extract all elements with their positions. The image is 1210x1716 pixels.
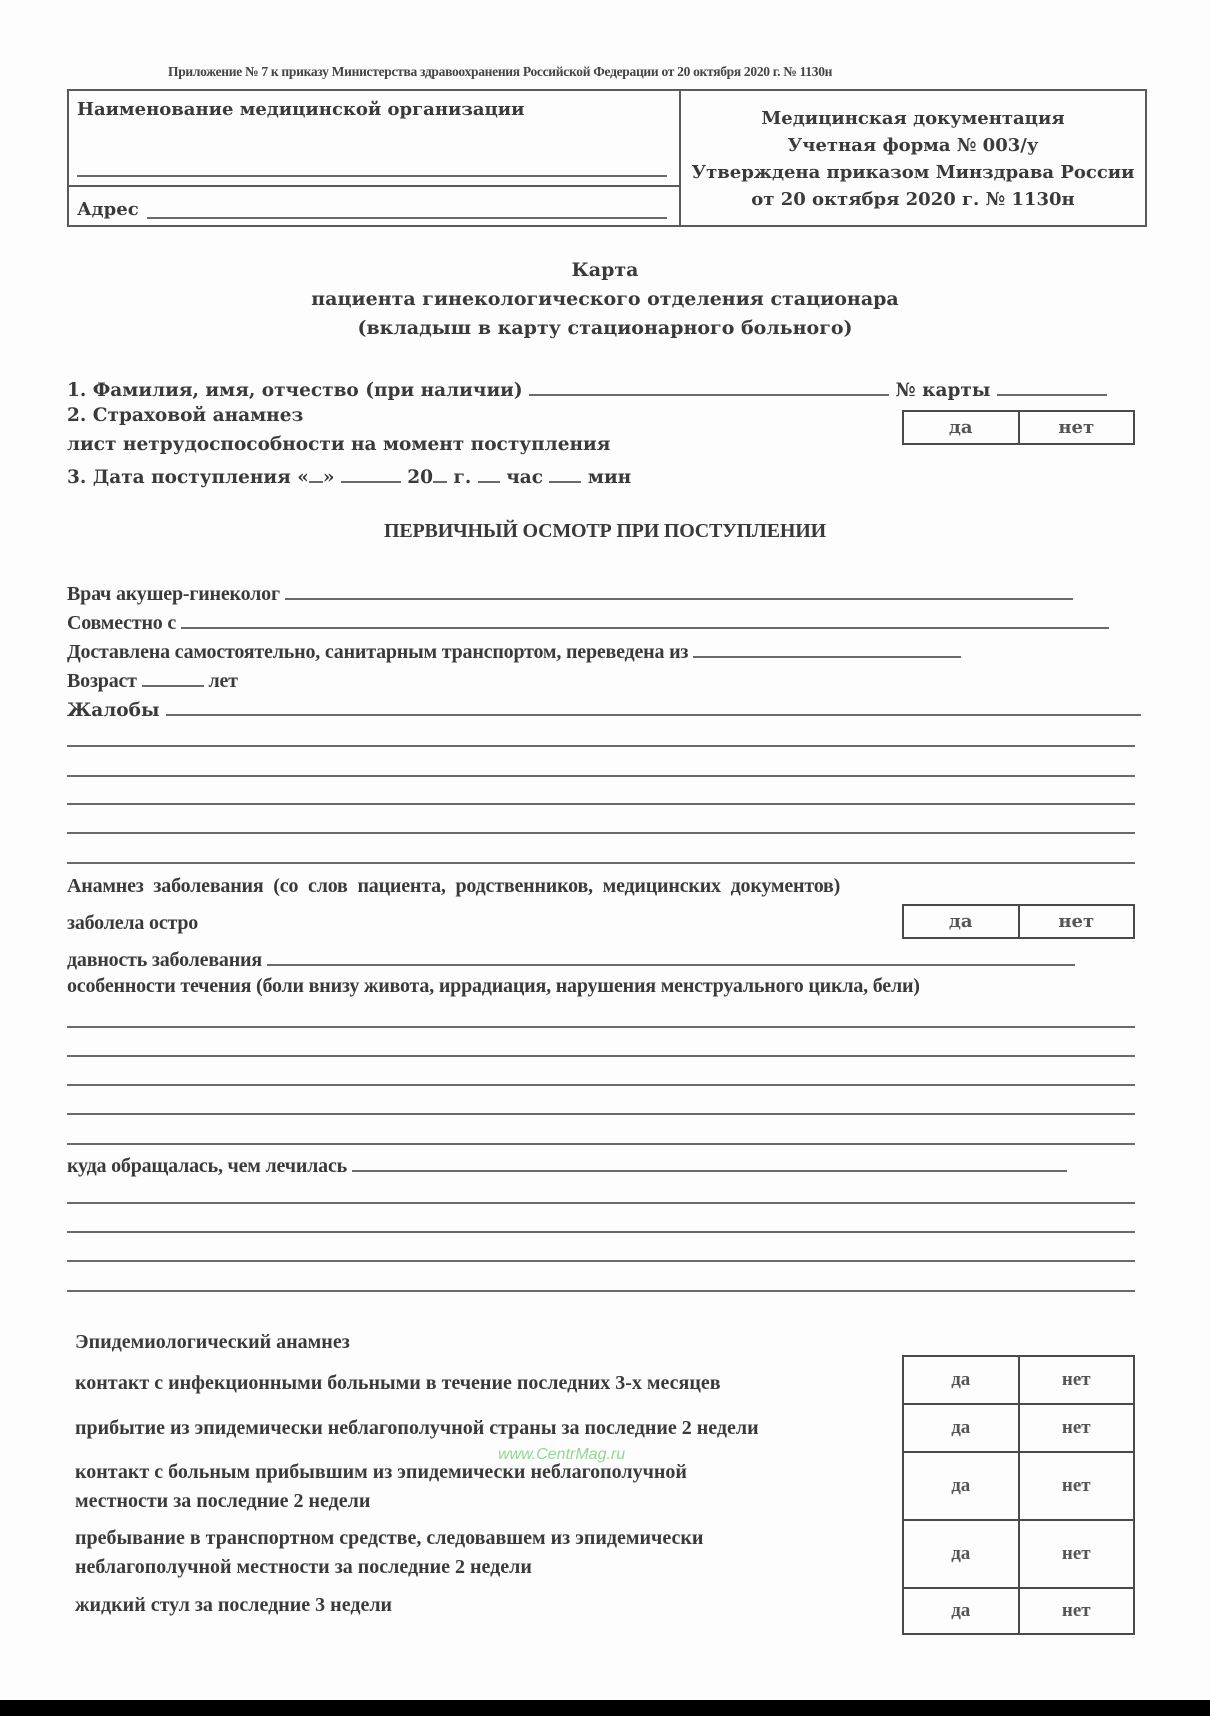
form-info-cell	[681, 91, 1145, 225]
anamnesis-heading: Анамнез заболевания (со слов пациента, родственников, медицинских документов)	[67, 875, 841, 897]
acute-onset-yes-no	[902, 904, 1135, 939]
form-info-line: Медицинская документация	[761, 108, 1065, 129]
age-row	[67, 667, 238, 693]
header-box	[67, 89, 1147, 227]
yes-option[interactable]: да	[951, 1417, 971, 1438]
epi-item-text: местности за последние 2 недели	[75, 1490, 371, 1512]
hour-label: час	[506, 467, 543, 488]
yes-option[interactable]: да	[948, 911, 973, 932]
delivered-label: Доставлена самостоятельно, санитарным транспортом, переведена из	[67, 641, 689, 663]
year-field[interactable]	[433, 463, 447, 483]
duration-row	[67, 946, 1075, 972]
yes-option[interactable]: да	[951, 1475, 971, 1496]
epi-item-text: пребывание в транспортном средстве, следовавшем из эпидемически	[75, 1527, 704, 1549]
minute-label: мин	[587, 467, 632, 488]
epi-item-3	[75, 1458, 687, 1516]
fio-label: 1. Фамилия, имя, отчество (при наличии)	[67, 380, 523, 401]
treatment-line[interactable]	[67, 1231, 1135, 1233]
epi-item-5: жидкий стул за последние 3 недели	[75, 1594, 393, 1616]
fio-row	[67, 376, 1107, 401]
epi-item-4	[75, 1524, 703, 1582]
insurance-label: 2. Страховой анамнез	[67, 405, 304, 426]
organization-cell	[69, 91, 681, 225]
org-name-field[interactable]	[77, 175, 667, 177]
title-line: (вкладыш в карту стационарного больного)	[357, 317, 853, 339]
no-option[interactable]: нет	[1018, 906, 1134, 937]
yes-option[interactable]: да	[948, 417, 973, 438]
document-title	[0, 256, 1210, 343]
epi-row-4	[904, 1519, 1133, 1587]
complaints-line[interactable]	[67, 745, 1135, 747]
duration-label: давность заболевания	[67, 949, 262, 971]
age-label: Возраст	[67, 670, 137, 692]
complaints-line[interactable]	[67, 862, 1135, 864]
treatment-row	[67, 1152, 1067, 1178]
divider	[69, 185, 679, 187]
delivered-from-field[interactable]	[693, 638, 961, 658]
form-info-line: от 20 октября 2020 г. № 1130н	[751, 189, 1075, 210]
complaints-row	[67, 696, 1141, 721]
watermark: www.CentrMag.ru	[498, 1446, 626, 1463]
course-line[interactable]	[67, 1143, 1135, 1145]
card-number-label: № карты	[895, 380, 991, 401]
appendix-note: Приложение № 7 к приказу Министерства здравоохранения Российской Федерации от 20 октября 2020 г. № 1130н	[168, 64, 833, 79]
epidemiology-yes-no-table	[902, 1355, 1135, 1635]
day-field[interactable]	[309, 463, 323, 483]
form-info-line: Утверждена приказом Минздрава России	[691, 162, 1135, 183]
year-suffix: г.	[453, 467, 472, 488]
fio-field[interactable]	[529, 376, 889, 396]
duration-field[interactable]	[267, 946, 1075, 966]
no-option[interactable]: нет	[1018, 1521, 1134, 1587]
delivered-row	[67, 638, 961, 664]
no-option[interactable]: нет	[1018, 1357, 1134, 1403]
minute-field[interactable]	[549, 463, 581, 483]
epi-item-1: контакт с инфекционными больными в течение последних 3-х месяцев	[75, 1372, 721, 1394]
admission-date-label: 3. Дата поступления «	[67, 467, 309, 488]
acute-onset-label: заболела остро	[67, 912, 199, 934]
treatment-line[interactable]	[67, 1290, 1135, 1292]
treatment-line[interactable]	[67, 1260, 1135, 1262]
sick-leave-label: лист нетрудоспособности на момент поступления	[67, 434, 611, 455]
month-field[interactable]	[341, 463, 401, 483]
yes-option[interactable]: да	[951, 1369, 971, 1390]
complaints-line[interactable]	[67, 832, 1135, 834]
course-line[interactable]	[67, 1084, 1135, 1086]
course-line[interactable]	[67, 1026, 1135, 1028]
age-unit: лет	[208, 670, 238, 692]
epi-row-3	[904, 1451, 1133, 1519]
together-label: Совместно с	[67, 612, 177, 634]
treatment-field[interactable]	[352, 1152, 1067, 1172]
age-field[interactable]	[142, 667, 204, 687]
address-field[interactable]	[147, 217, 667, 219]
epi-item-2: прибытие из эпидемически неблагополучной страны за последние 2 недели	[75, 1417, 759, 1439]
yes-option[interactable]: да	[951, 1543, 971, 1564]
exam-heading: ПЕРВИЧНЫЙ ОСМОТР ПРИ ПОСТУПЛЕНИИ	[384, 520, 826, 542]
hour-field[interactable]	[478, 463, 500, 483]
doctor-field[interactable]	[285, 580, 1073, 600]
together-row	[67, 609, 1109, 635]
epi-row-1	[904, 1357, 1133, 1403]
year-prefix: 20	[407, 467, 434, 488]
epi-row-2	[904, 1403, 1133, 1451]
org-label: Наименование медицинской организации	[77, 99, 525, 120]
card-number-field[interactable]	[997, 376, 1107, 396]
epi-row-5	[904, 1587, 1133, 1633]
title-line: Карта	[571, 259, 639, 281]
form-info-line: Учетная форма № 003/у	[787, 135, 1039, 156]
address-label: Адрес	[77, 199, 139, 220]
complaints-label: Жалобы	[67, 700, 160, 721]
no-option[interactable]: нет	[1018, 1589, 1134, 1633]
complaints-field[interactable]	[166, 696, 1141, 716]
quote-close: »	[322, 467, 335, 488]
course-line[interactable]	[67, 1113, 1135, 1115]
sick-leave-yes-no	[902, 410, 1135, 445]
no-option[interactable]: нет	[1018, 412, 1134, 443]
treatment-line[interactable]	[67, 1202, 1135, 1204]
course-line[interactable]	[67, 1055, 1135, 1057]
epidemiology-heading: Эпидемиологический анамнез	[75, 1331, 350, 1353]
complaints-line[interactable]	[67, 775, 1135, 777]
admission-date-row	[67, 463, 631, 488]
no-option[interactable]: нет	[1018, 1453, 1134, 1519]
no-option[interactable]: нет	[1018, 1405, 1134, 1451]
together-field[interactable]	[181, 609, 1109, 629]
bottom-border	[0, 1700, 1210, 1716]
doctor-label: Врач акушер-гинеколог	[67, 583, 280, 605]
epi-item-text: контакт с больным прибывшим из эпидемически неблагополучной	[75, 1461, 687, 1483]
doctor-row	[67, 580, 1073, 606]
complaints-line[interactable]	[67, 803, 1135, 805]
yes-option[interactable]: да	[951, 1600, 971, 1621]
course-label: особенности течения (боли внизу живота, иррадиация, нарушения менструального цикла, бели)	[67, 975, 920, 997]
treatment-label: куда обращалась, чем лечилась	[67, 1155, 348, 1177]
title-line: пациента гинекологического отделения стационара	[311, 288, 899, 310]
epi-item-text: неблагополучной местности за последние 2 недели	[75, 1556, 532, 1578]
